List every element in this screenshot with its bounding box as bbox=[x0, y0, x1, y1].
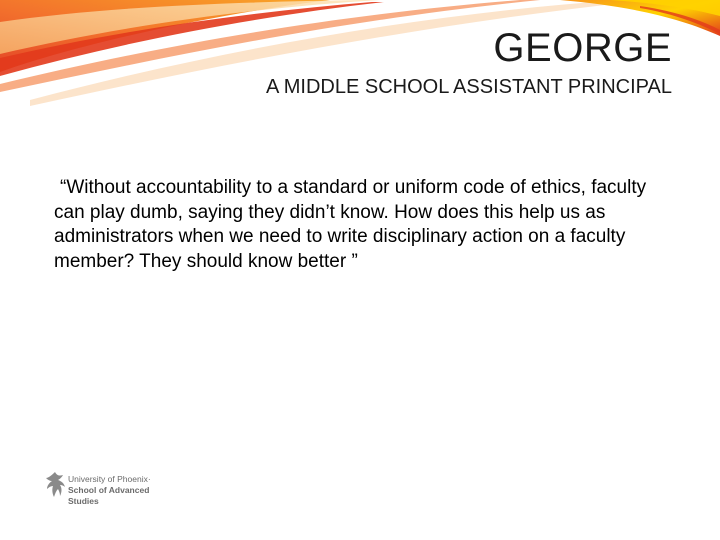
university-logo bbox=[44, 466, 194, 514]
slide-title: GEORGE bbox=[493, 26, 672, 70]
logo-text bbox=[68, 474, 151, 507]
slide-subtitle: A MIDDLE SCHOOL ASSISTANT PRINCIPAL bbox=[265, 76, 672, 98]
quote-text: “Without accountability to a standard or uniform code of ethics, faculty can play dumb, saying they didn’t know. How does this help us as administrators when we need to write disciplinary action on a faculty member? They should know better ” bbox=[54, 177, 647, 272]
phoenix-icon bbox=[44, 470, 66, 500]
logo-line-studies: Studies bbox=[68, 496, 99, 506]
logo-line-university: University of Phoenix· bbox=[68, 474, 151, 484]
logo-line-school: School of Advanced bbox=[68, 485, 150, 495]
